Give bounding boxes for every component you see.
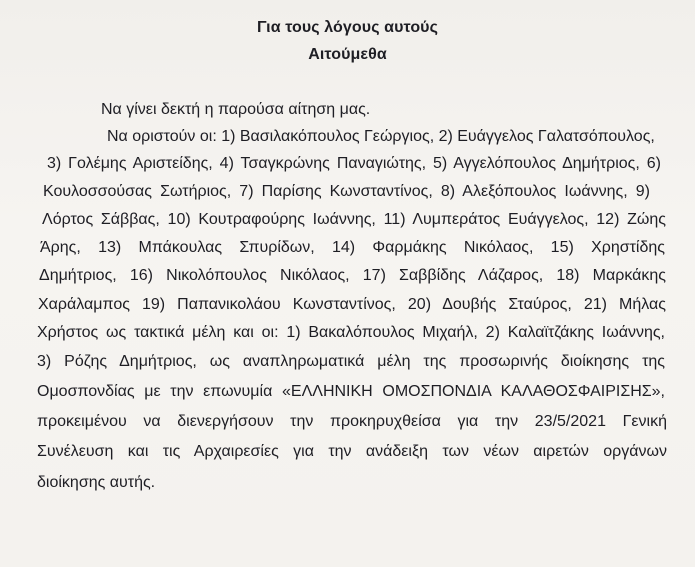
- body-line-8: Χαράλαμπος 19) Παπανικολάου Κωνσταντίνος, 20) Δουβής Σταύρος, 21) Μήλας: [38, 296, 666, 313]
- heading-line-1: Για τους λόγους αυτούς: [256, 19, 439, 36]
- body-line-12: προκειμένου να διενεργήσουν την προκηρυχθείσα για την 23/5/2021 Γενική: [37, 413, 667, 430]
- body-line-13: Συνέλευση και τις Αρχαιρεσίες για την ανάδειξη των νέων αιρετών οργάνων: [37, 443, 667, 460]
- body-line-5: Λόρτος Σάββας, 10) Κουτραφούρης Ιωάννης, 11) Λυμπεράτος Ευάγγελος, 12) Ζώης: [42, 211, 666, 228]
- body-line-1: Να γίνει δεκτή η παρούσα αίτηση μας.: [101, 101, 371, 118]
- body-line-7: Δημήτριος, 16) Νικολόπουλος Νικόλαος, 17) Σαββίδης Λάζαρος, 18) Μαρκάκης: [39, 267, 666, 284]
- body-line-2: Να οριστούν οι: 1) Βασιλακόπουλος Γεώργιος, 2) Ευάγγελος Γαλατσόπουλος,: [107, 128, 655, 145]
- body-line-11: Ομοσπονδίας με την επωνυμία «ΕΛΛΗΝΙΚΗ ΟΜΟΣΠΟΝΔΙΑ ΚΑΛΑΘΟΣΦΑΙΡΙΣΗΣ»,: [37, 383, 665, 400]
- body-line-4: Κουλοσσούσας Σωτήριος, 7) Παρίσης Κωνσταντίνος, 8) Αλεξόπουλος Ιωάννης, 9): [43, 183, 650, 200]
- body-line-3: 3) Γολέμης Αριστείδης, 4) Τσαγκρώνης Παναγιώτης, 5) Αγγελόπουλος Δημήτριος, 6): [47, 155, 661, 172]
- heading-line-2: Αιτούμεθα: [308, 46, 387, 63]
- body-line-14: διοίκησης αυτής.: [37, 474, 156, 491]
- body-line-9: Χρήστος ως τακτικά μέλη και οι: 1) Βακαλόπουλος Μιχαήλ, 2) Καλαϊτζάκης Ιωάννης,: [37, 324, 665, 341]
- body-line-10: 3) Ρόζης Δημήτριος, ως αναπληρωματικά μέλη της προσωρινής διοίκησης της: [37, 353, 665, 370]
- body-line-6: Άρης, 13) Μπάκουλας Σπυρίδων, 14) Φαρμάκης Νικόλαος, 15) Χρηστίδης: [40, 239, 665, 256]
